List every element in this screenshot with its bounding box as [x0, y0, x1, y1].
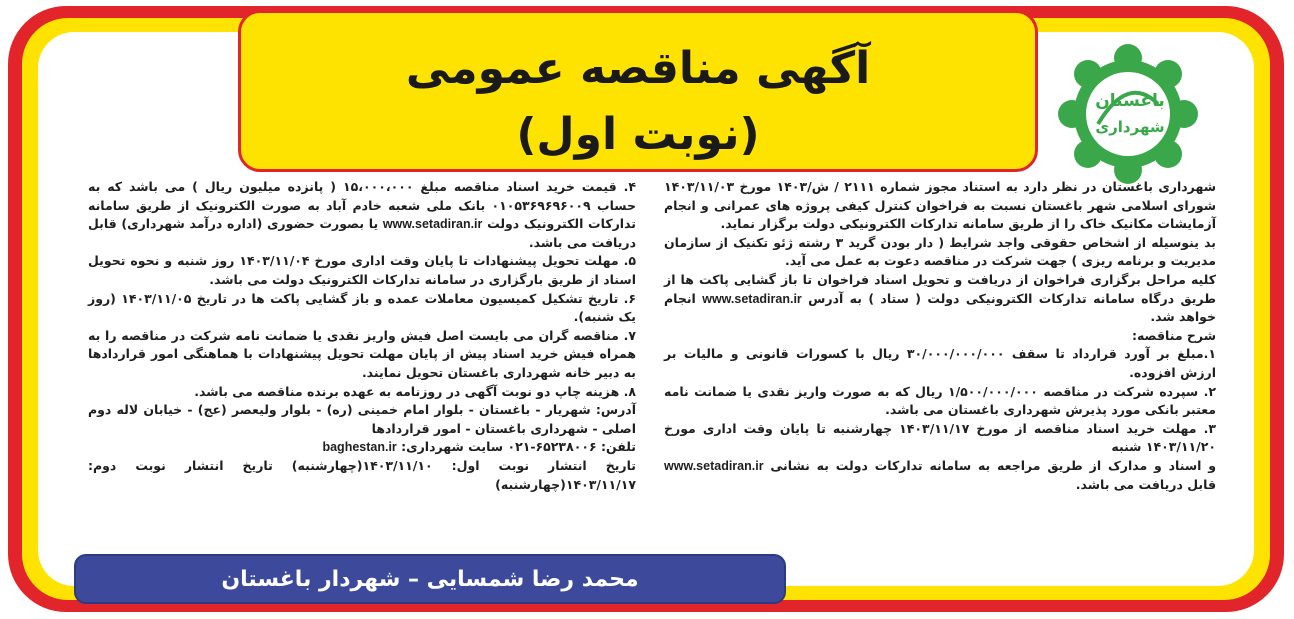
intro-paragraph-3: [664, 271, 1216, 327]
title-banner: [238, 10, 1038, 172]
docs-text: و اسناد و مدارک از طریق مراجعه به سامانه تدارکات دولت به نشانی: [770, 457, 1216, 473]
municipality-site-link[interactable]: baghestan.ir: [322, 440, 397, 455]
item-4-text: ۴. قیمت خرید اسناد مناقصه مبلغ ۱۵،۰۰۰،۰۰۰ ( پانزده میلیون ریال ) می باشد که به حساب ۰۱۰۵۳۶۹۶۹۶۰۰۹ بانک ملی شعبه خادم آباد به صورت الکترونیک از طریق سامانه تدارکات الکترونیک دولت: [88, 179, 636, 232]
list-item: ۵. مهلت تحویل پیشنهادات تا پایان وقت اداری مورخ ۱۴۰۳/۱۱/۰۴ روز شنبه و نحوه تحویل اسناد از طریق بارگزاری در سامانه تدارکات الکترونیک دولت می باشد.: [88, 253, 637, 287]
section-heading: شرح مناقصه:: [1131, 327, 1216, 343]
intro-paragraph-2: بد ینوسیله از اشخاص حقوقی واجد شرایط ( دار بودن گرید ۳ رشته ژئو تکنیک از سازمان مدیریت و برنامه ریزی ) جهت شرکت در مناقصه دعوت به عمل می آید.: [664, 234, 1216, 269]
logo-text-bottom: شهرداری: [1095, 118, 1165, 136]
signature: محمد رضا شمسایی – شهردار باغستان: [221, 566, 639, 592]
list-item: [88, 178, 636, 252]
docs-end: قابل دریافت می باشد.: [1075, 476, 1216, 492]
setadiran-link[interactable]: www.setadiran.ir: [702, 291, 802, 306]
list-item: ۷. مناقصه گران می بایست اصل فیش واریز نقدی یا ضمانت نامه شرکت در مناقصه را به همراه فیش خرید اسناد پیش از پایان مهلت تحویل پیشنهادات با هماهنگی امور قراردادها به دبیر خانه شهرداری باغستان تحویل نمایند.: [88, 327, 636, 380]
documents-paragraph: [664, 457, 1216, 494]
intro-paragraph-1: شهرداری باغستان در نظر دارد به استناد مجوز شماره ۲۱۱۱ / ش/۱۴۰۳ مورخ ۱۴۰۳/۱۱/۰۳ شورای اسلامی شهر باغستان نسبت به فراخوان کنترل کیفی پروژه های عمرانی و انجام آزمایشات مکانیک خاک را از طریق سامانه تدارکات الکترونیکی دولت برگزار نماید.: [664, 179, 1216, 232]
intro-3-end: انجام خواهد شد.: [664, 290, 1216, 325]
intro-3-text: کلیه مراحل برگزاری فراخوان از دریافت و تحویل اسناد فراخوان تا باز گشایی پاکت ها از طریق درگاه سامانه تدارکات الکترونیکی دولت ( ستاد ) به آدرس: [664, 271, 1216, 306]
phone-text: تلفن: ۶۵۲۳۸۰۰۶-۰۲۱ سایت شهرداری:: [401, 439, 636, 455]
right-text-column: [664, 178, 1216, 494]
page-title: آگهی مناقصه عمومی: [405, 43, 871, 94]
list-item: ۳. مهلت خرید اسناد مناقصه از مورخ ۱۴۰۳/۱۱/۱۷ چهارشنبه تا پایان وقت اداری مورخ ۱۴۰۳/۱۱/۲۰ شنبه: [664, 420, 1217, 455]
signature-bar: [74, 554, 786, 604]
left-text-column: [88, 178, 636, 494]
page-subtitle: (نوبت اول): [516, 109, 760, 160]
baghestan-municipality-logo-icon: [1058, 44, 1198, 184]
setadiran-link[interactable]: www.setadiran.ir: [382, 217, 483, 232]
item-4-end: یا بصورت حضوری (اداره درآمد شهرداری) قابل دریافت می باشد.: [88, 216, 636, 250]
logo-text-top: باغستان: [1095, 91, 1165, 111]
list-item: ۱.مبلغ بر آورد قرارداد تا سقف ۳۰/۰۰۰/۰۰۰/۰۰۰ ریال با کسورات قانونی و مالیات بر ارزش افزوده.: [664, 346, 1216, 380]
contact-line: [88, 438, 636, 457]
setadiran-link[interactable]: www.setadiran.ir: [664, 458, 764, 473]
list-item: ۸. هزینه چاپ دو نوبت آگهی در روزنامه به عهده برنده مناقصه می باشد.: [194, 383, 636, 399]
list-item: ۲. سپرده شرکت در مناقصه ۱/۵۰۰/۰۰۰/۰۰۰ ریال که به صورت واریز نقدی یا ضمانت نامه معتبر بانکی مورد پذیرش شهرداری باغستان می باشد.: [664, 383, 1216, 418]
list-item: ۶. تاریخ تشکیل کمیسیون معاملات عمده و باز گشایی پاکت ها در تاریخ ۱۴۰۳/۱۱/۰۵ (روز یک شنبه).: [88, 290, 636, 325]
publication-dates: تاریخ انتشار نوبت اول: ۱۴۰۳/۱۱/۱۰(چهارشنبه) تاریخ انتشار نوبت دوم: ۱۴۰۳/۱۱/۱۷(چهارشنبه): [88, 457, 636, 492]
address: آدرس: شهریار - باغستان - بلوار امام خمینی (ره) - بلوار ولیعصر (عج) - خیابان لاله دوم اصلی - شهرداری باغستان - امور قراردادها: [88, 402, 636, 436]
